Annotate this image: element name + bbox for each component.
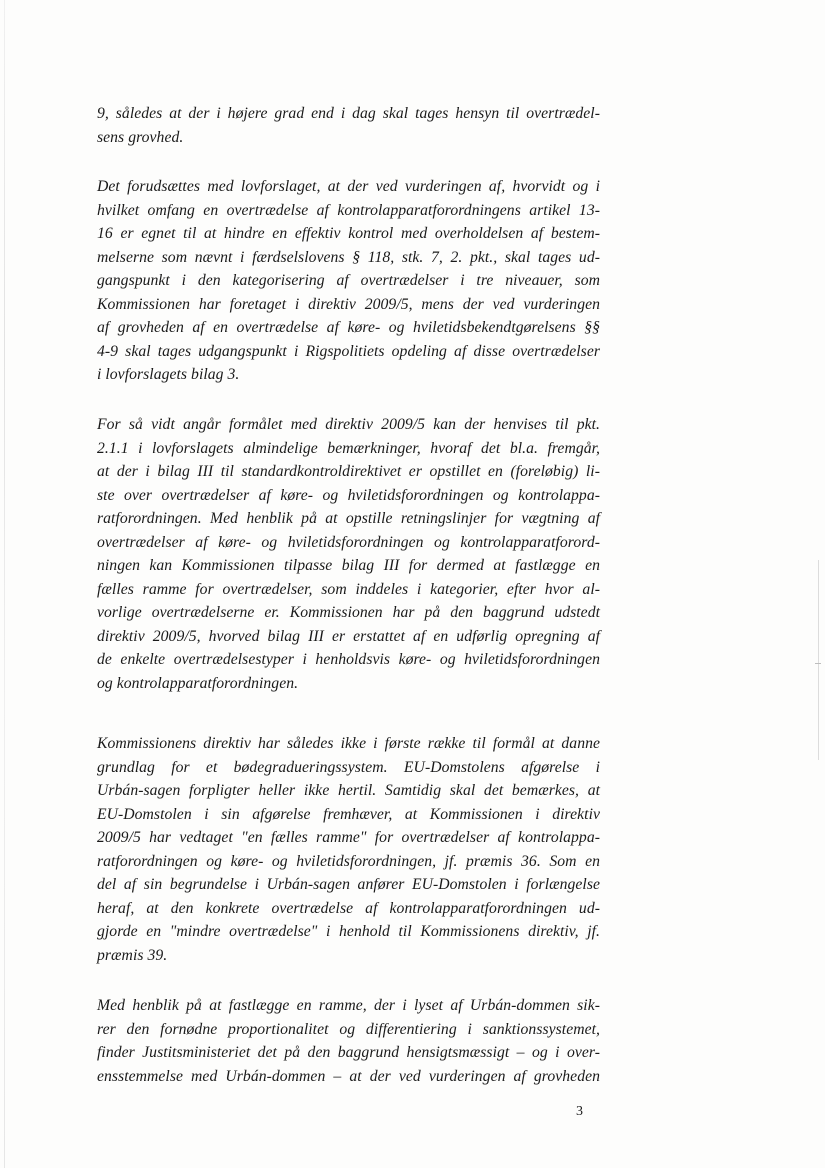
text-line: sens grovhed. [97,128,184,146]
text-line: Kommissionens direktiv har således ikke i første række til formål at danne [97,735,600,752]
text-line: direktiv 2009/5, hvorved bilag III er erstattet af en udførlig opregning af [97,627,600,645]
text-line: ensstemmelse med Urbán-dommen – at der ved vurderingen af grovheden [97,1067,600,1085]
paragraph-5 [97,994,600,1088]
page-number: 3 [576,1104,583,1119]
text-line: ste over overtrædelser af køre- og hviletidsforordningen og kontrolappa- [97,486,600,504]
paragraph-3 [97,413,600,695]
text-line: finder Justitsministeriet det på den baggrund hensigtsmæssigt – og i over- [97,1044,600,1061]
text-line: fælles ramme for overtrædelser, som inddeles i kategorier, efter hvor al- [97,580,600,598]
text-line: rer den fornødne proportionalitet og differentiering i sanktionssystemet, [97,1020,600,1038]
text-line: Kommissionen har foretaget i direktiv 2009/5, mens der ved vurderingen [97,295,600,313]
text-line: de enkelte overtrædelsestyper i henholdsvis køre- og hviletidsforordningen [97,651,600,668]
text-line: del af sin begrundelse i Urbán-sagen anfører EU-Domstolen i forlængelse [97,876,600,893]
text-line: ratforordningen og køre- og hviletidsforordningen, jf. præmis 36. Som en [97,852,600,870]
text-line: af grovheden af en overtrædelse af køre- og hviletidsbekendtgørelsens §§ [97,319,600,336]
text-line: ningen kan Kommissionen tilpasse bilag III for dermed at fastlægge en [97,557,600,574]
text-line: hvilket omfang en overtrædelse af kontrolapparatforordningens artikel 13- [97,201,600,219]
text-line: Det forudsættes med lovforslaget, at der ved vurderingen af, hvorvidt og i [97,178,600,195]
text-line: 2.1.1 i lovforslagets almindelige bemærkninger, hvoraf det bl.a. fremgår, [97,439,600,457]
text-line: Med henblik på at fastlægge en ramme, der i lyset af Urbán-dommen sik- [97,997,600,1014]
text-line: 16 er egnet til at hindre en effektiv kontrol med overholdelsen af bestem- [97,225,600,242]
paragraph-1 [97,102,600,149]
text-line: heraf, at den konkrete overtrædelse af kontrolapparatforordningen ud- [97,899,600,917]
text-line: gjorde en "mindre overtrædelse" i henhold til Kommissionens direktiv, jf. [97,923,600,940]
paragraph-2 [97,175,600,387]
text-line: Urbán-sagen forpligter heller ikke hertil. Samtidig skal det bemærkes, at [97,782,600,799]
text-line: melserne som nævnt i færdselslovens § 118, stk. 7, 2. pkt., skal tages ud- [97,248,600,266]
text-line: 4-9 skal tages udgangspunkt i Rigspolitiets opdeling af disse overtrædelser [97,342,600,360]
text-line: ratforordningen. Med henblik på at opstille retningslinjer for vægtning af [97,510,600,527]
text-line: præmis 39. [97,946,168,964]
text-line: overtrædelser af køre- og hviletidsforordningen og kontrolapparatforord- [97,533,600,551]
text-line: i lovforslagets bilag 3. [97,366,240,383]
text-line: grundlag for et bødegradueringssystem. EU-Domstolens afgørelse i [97,758,600,776]
scan-edge-right [818,560,819,760]
paragraph-4 [97,732,600,967]
text-line: For så vidt angår formålet med direktiv 2009/5 kan der henvises til pkt. [97,416,600,433]
text-line: EU-Domstolen i sin afgørelse fremhæver, at Kommissionen i direktiv [97,805,600,823]
text-line: vorlige overtrædelserne er. Kommissionen har på den baggrund udstedt [97,604,600,621]
text-line: gangspunkt i den kategorisering af overtrædelser i tre niveauer, som [97,272,600,289]
scan-mark [815,663,821,664]
text-line: 9, således at der i højere grad end i dag skal tages hensyn til overtrædel- [97,105,600,122]
text-line: 2009/5 har vedtaget "en fælles ramme" for overtrædelser af kontrolappa- [97,829,600,846]
scan-edge-left [4,0,5,1168]
text-line: og kontrolapparatforordningen. [97,674,299,692]
text-line: at der i bilag III til standardkontroldirektivet er opstillet en (foreløbig) li- [97,463,600,480]
